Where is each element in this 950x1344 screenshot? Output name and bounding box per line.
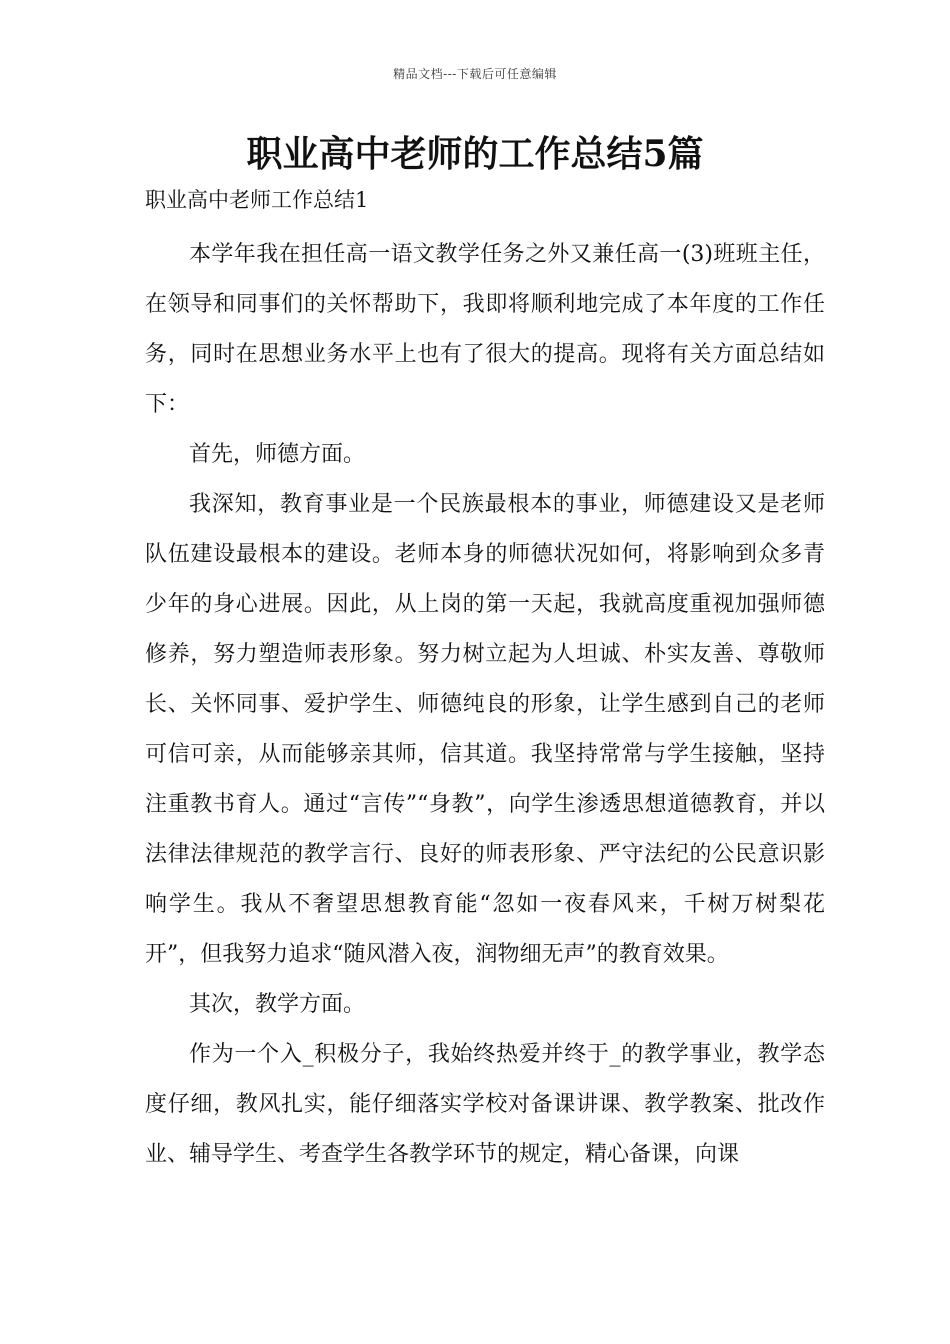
- paragraph-ethics: 我深知，教育事业是一个民族最根本的事业，师德建设又是老师队伍建设最根本的建设。老师本身的师德状况如何，将影响到众多青少年的身心进展。因此，从上岗的第一天起，我就高度重视加强师德修养，努力塑造师表形象。努力树立起为人坦诚、朴实友善、尊敬师长、关怀同事、爱护学生、师德纯良的形象，让学生感到自己的老师可信可亲，从而能够亲其师，信其道。我坚持常常与学生接触，坚持注重教书育人。通过“言传”“身教”，向学生渗透思想道德教育，并以法律法律规范的教学言行、良好的师表形象、严守法纪的公民意识影响学生。我从不奢望思想教育能“忽如一夜春风来，千树万树梨花开”，但我努力追求“随风潜入夜，润物细无声”的教育效果。: [145, 492, 825, 967]
- paragraph-intro: 本学年我在担任高一语文教学任务之外又兼任高一(3)班班主任，在领导和同事们的关怀帮助下，我即将顺利地完成了本年度的工作任务，同时在思想业务水平上也有了很大的提高。现将有关方面总结如下：: [145, 242, 825, 417]
- body-text: [145, 230, 825, 1180]
- section-heading: 职业高中老师工作总结1: [145, 188, 369, 212]
- document-title: 职业高中老师的工作总结5篇: [246, 133, 704, 175]
- paragraph-ethics-heading: 首先，师德方面。: [189, 442, 366, 467]
- header-note: 精品文档---下载后可任意编辑: [393, 67, 557, 81]
- paragraph-teaching: 作为一个入_积极分子，我始终热爱并终于_的教学事业，教学态度仔细，教风扎实，能仔细落实学校对备课讲课、教学教案、批改作业、辅导学生、考查学生各教学环节的规定，精心备课，向课: [145, 1042, 825, 1167]
- paragraph-teaching-heading: 其次，教学方面。: [189, 992, 366, 1017]
